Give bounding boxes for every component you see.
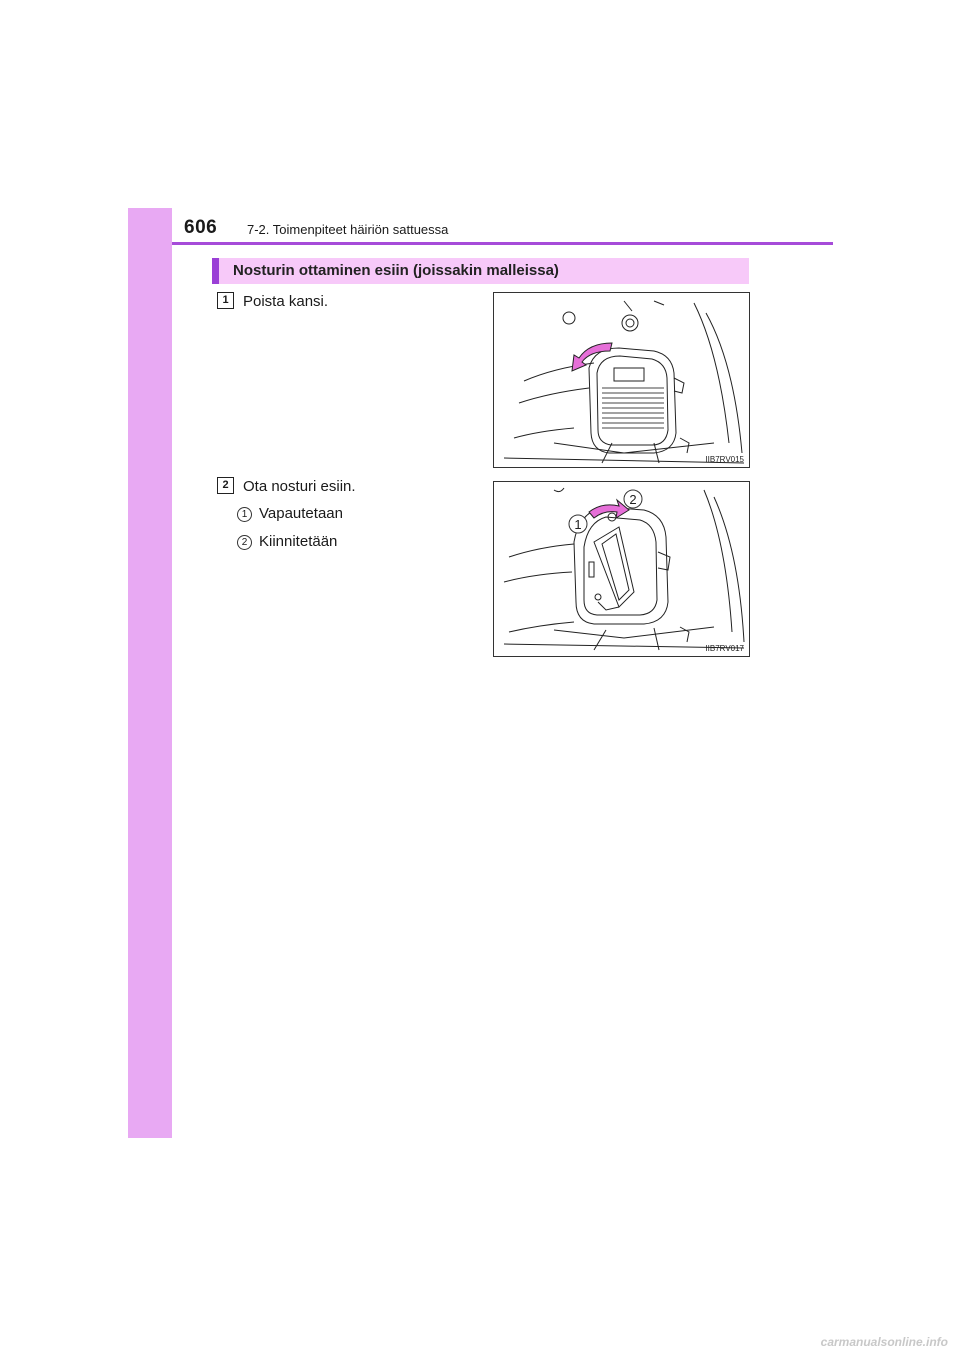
step-1-text: Poista kansi. [243,293,329,310]
cover-illustration [494,293,750,468]
chapter-title: 7-2. Toimenpiteet häiriön sattuessa [247,222,449,237]
page-number: 606 [184,217,218,238]
sub-item-1-number: 1 [237,507,252,522]
figure-remove-cover [493,292,750,468]
release-arrow-icon [589,500,629,518]
section-title: Nosturin ottaminen esiin (joissakin malleissa) [233,262,559,279]
sub-item-2-number: 2 [237,535,252,550]
sub-item-1-text: Vapautetaan [259,505,343,522]
callout-2 [624,490,642,508]
header-rule [172,242,833,245]
figure-code: IIB7RV015 [705,455,744,464]
svg-text:1: 1 [574,517,582,532]
figure-take-out-jack [493,481,750,657]
step-1-number: 1 [217,292,234,309]
chapter-sidebar-tab [128,208,172,1138]
step-2-number: 2 [217,477,234,494]
watermark: carmanualsonline.info [820,1335,948,1349]
jack-illustration [494,482,750,657]
callout-1 [569,515,587,533]
section-header [212,258,749,284]
step-2-text: Ota nosturi esiin. [243,478,356,495]
sub-item-2-text: Kiinnitetään [259,533,338,550]
figure-code: IIB7RV017 [705,644,744,653]
svg-text:2: 2 [629,492,637,507]
open-arrow-icon [572,343,612,371]
